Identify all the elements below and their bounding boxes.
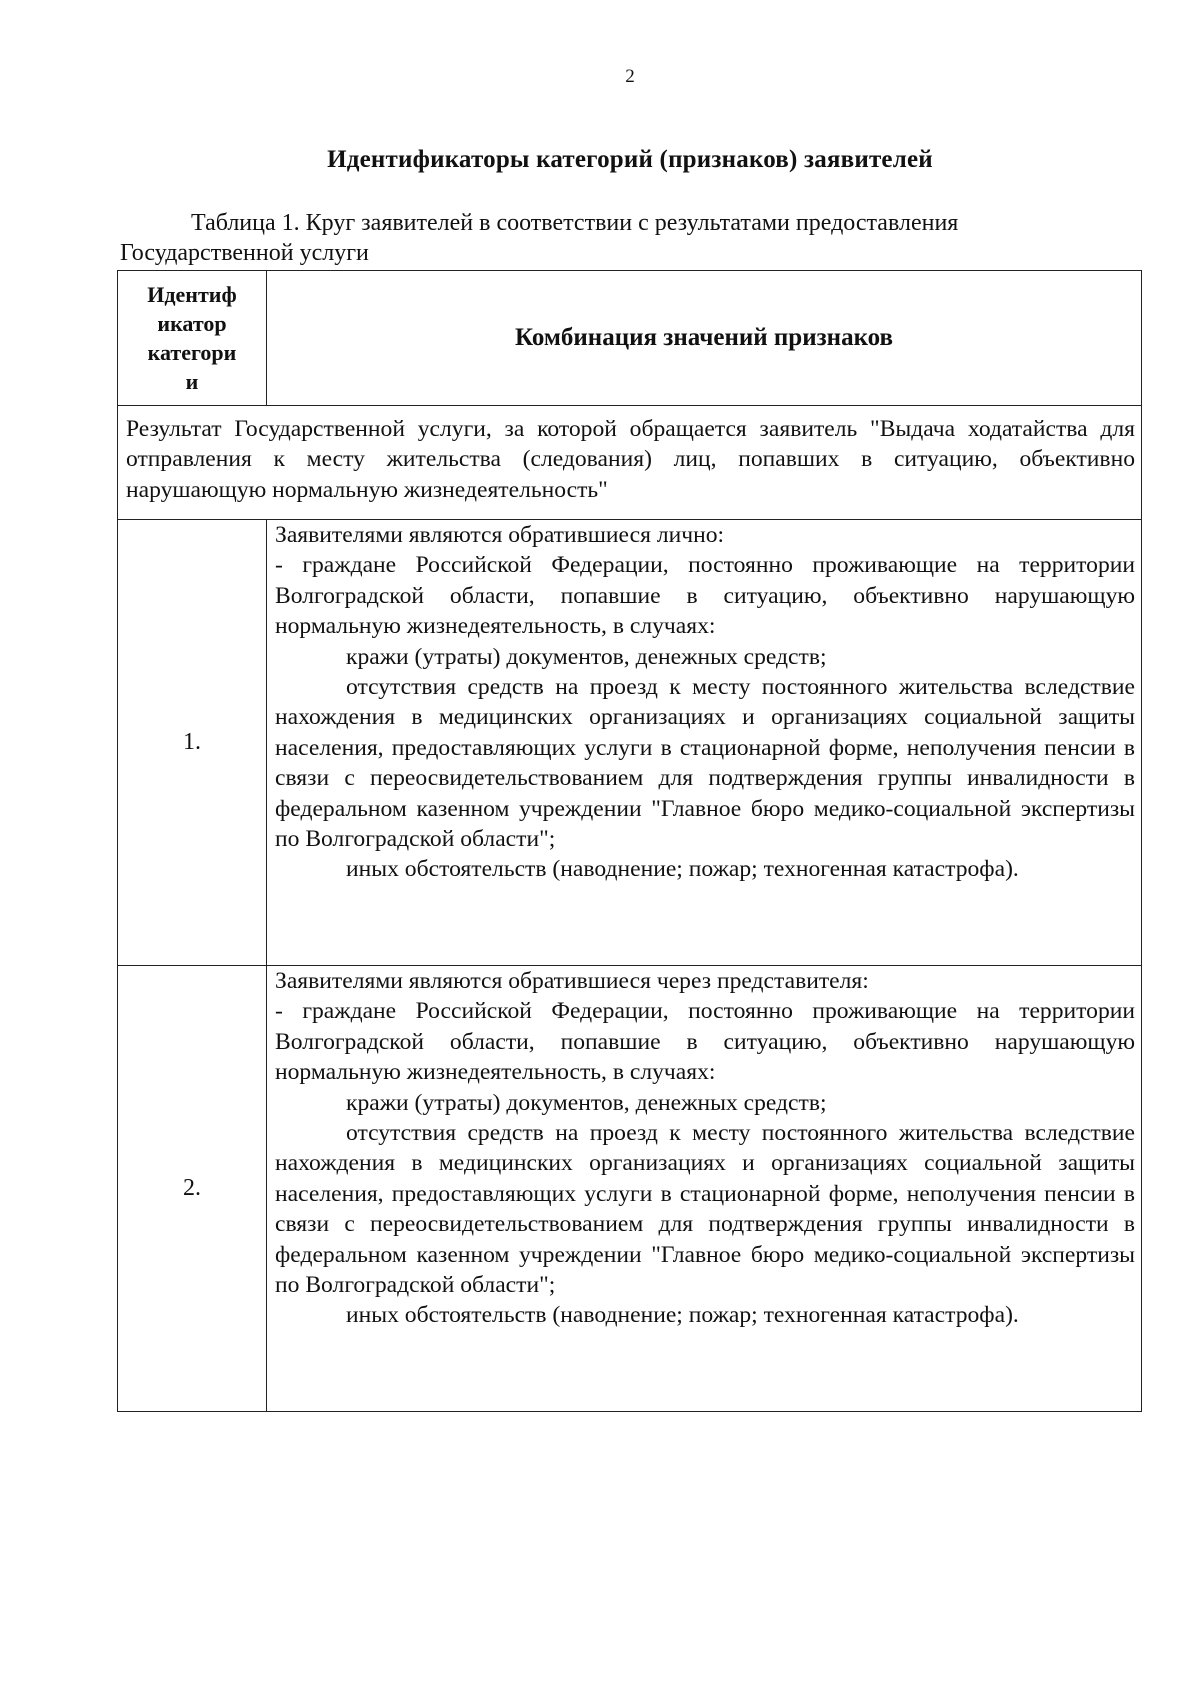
conditions-case: кражи (утраты) документов, денежных средств; <box>346 643 827 670</box>
conditions-case: кражи (утраты) документов, денежных средств; <box>346 1089 827 1116</box>
table-row <box>118 520 1142 966</box>
header-combination-cell: Комбинация значений признаков <box>267 271 1142 406</box>
category-conditions-cell <box>267 966 1142 1412</box>
result-description-cell: Результат Государственной услуги, за которой обращается заявитель "Выдача ходатайства для отправления к месту жительства (следования) лиц, попавших в ситуацию, объективно нарушающую нормальную жизнедеятельность" <box>118 406 1142 520</box>
table-header-row <box>118 271 1142 406</box>
conditions-intro: Заявителями являются обратившиеся через представителя: <box>275 968 869 994</box>
category-id-cell: 2. <box>118 966 267 1412</box>
conditions-case: иных обстоятельств (наводнение; пожар; техногенная катастрофа). <box>346 856 1019 883</box>
header-identifier-cell <box>118 271 267 406</box>
header-identifier-line: Идентиф <box>147 282 237 307</box>
conditions-case: отсутствия средств на проезд к месту постоянного жительства вследствие нахождения в медицинских организациях и организациях социальной защиты населения, предоставляющих услуги в стационарной форме, неполучения пенсии в связи с переосвидетельствованием для подтверждения группы инвалидности в федеральном казенном учреждении "Главное бюро медико-социальной экспертизы по Волгоградской области"; <box>275 674 1135 853</box>
table-row <box>118 966 1142 1412</box>
page-number: 2 <box>625 66 635 87</box>
table-caption: Таблица 1. Круг заявителей в соответствии с результатами предоставления <box>191 210 959 236</box>
table-caption-continuation: Государственной услуги <box>120 240 369 266</box>
header-identifier-line: икатор <box>157 311 227 336</box>
conditions-applicants: - граждане Российской Федерации, постоянно проживающие на территории Волгоградской области, попавшие в ситуацию, объективно нарушающую нормальную жизнедеятельность, в случаях: <box>275 552 1135 640</box>
conditions-case: иных обстоятельств (наводнение; пожар; техногенная катастрофа). <box>346 1302 1019 1329</box>
conditions-applicants: - граждане Российской Федерации, постоянно проживающие на территории Волгоградской области, попавшие в ситуацию, объективно нарушающую нормальную жизнедеятельность, в случаях: <box>275 998 1135 1086</box>
header-identifier-line: и <box>185 369 199 394</box>
conditions-intro: Заявителями являются обратившиеся лично: <box>275 522 725 548</box>
header-identifier-line: категори <box>147 340 237 365</box>
result-row <box>118 406 1142 520</box>
conditions-case: отсутствия средств на проезд к месту постоянного жительства вследствие нахождения в медицинских организациях и организациях социальной защиты населения, предоставляющих услуги в стационарной форме, неполучения пенсии в связи с переосвидетельствованием для подтверждения группы инвалидности в федеральном казенном учреждении "Главное бюро медико-социальной экспертизы по Волгоградской области"; <box>275 1120 1135 1299</box>
applicant-categories-table <box>117 270 1142 1412</box>
category-id-cell: 1. <box>118 520 267 966</box>
category-conditions-cell <box>267 520 1142 966</box>
document-title: Идентификаторы категорий (признаков) заявителей <box>327 146 933 173</box>
